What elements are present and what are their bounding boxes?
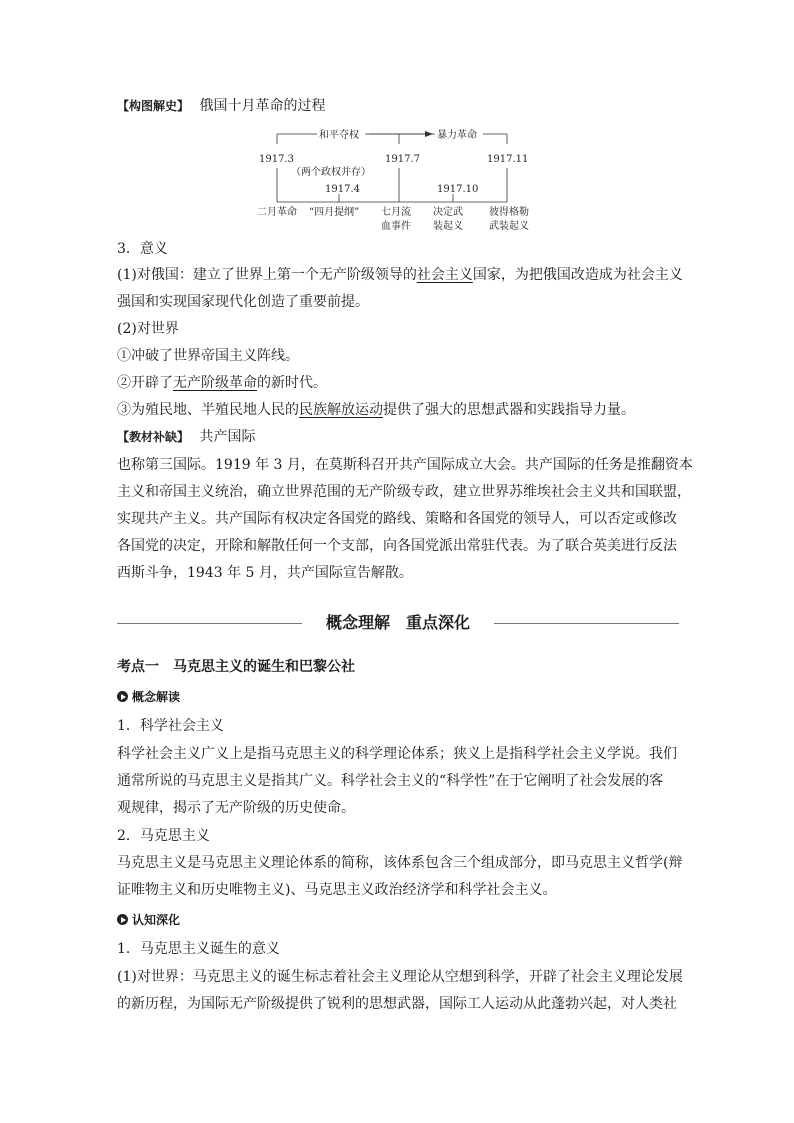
date-1917-3: 1917.3 <box>259 154 294 165</box>
label-dual-power: （两个政权并存） <box>291 167 371 178</box>
diagram-title <box>117 96 325 116</box>
play-icon <box>117 914 128 925</box>
supplement-line: 主义和帝国主义统治，确立世界范围的无产阶级专政，建立世界苏维埃社会主义共和国联盟， <box>117 484 691 500</box>
text-span: 的新时代。 <box>257 375 327 391</box>
label-peaceful: 和平夺权 <box>319 130 359 141</box>
diagram-title-text: 俄国十月革命的过程 <box>199 98 326 114</box>
label-violent: 暴力革命 <box>437 130 477 141</box>
answer-national-liberation: 民族解放运动 <box>299 402 383 418</box>
deepen-heading-1: 1．马克思主义诞生的意义 <box>117 941 280 957</box>
event-petrograd-1: 彼得格勒 <box>489 207 529 218</box>
topic-heading: 考点一 马克思主义的诞生和巴黎公社 <box>117 659 355 675</box>
concept-label-text: 概念解读 <box>132 690 181 704</box>
deepen-label-text: 认知深化 <box>132 913 181 927</box>
section-title-text: 概念理解 重点深化 <box>325 613 470 632</box>
event-decide-1: 决定武 <box>433 207 463 218</box>
deepen-para-1: (1)对世界：马克思主义的诞生标志着社会主义理论从空想到科学，开辟了社会主义理论发展 <box>117 969 683 985</box>
text-span: 国家，为把俄国改造成为社会主义 <box>472 267 683 283</box>
significance-world-2 <box>117 373 327 393</box>
concept-heading-1: 1．科学社会主义 <box>117 718 224 734</box>
significance-heading: 3．意义 <box>117 241 168 257</box>
diagram-tag: 【构图解史】 <box>117 99 190 113</box>
significance-world-3 <box>117 400 635 420</box>
play-icon <box>117 691 128 702</box>
date-1917-10: 1917.10 <box>437 184 479 195</box>
deepen-para-1: 的新历程，为国际无产阶级提供了锐利的思想武器，国际工人运动从此蓬勃兴起，对人类社 <box>117 996 677 1012</box>
deepen-label <box>117 910 180 930</box>
concept-para-1: 通常所说的马克思主义是指其广义。科学社会主义的“科学性”在于它阐明了社会发展的客 <box>117 773 664 789</box>
text-span: (1)对俄国：建立了世界上第一个无产阶级领导的 <box>117 267 417 283</box>
concept-para-1: 观规律，揭示了无产阶级的历史使命。 <box>117 800 355 816</box>
event-decide-2: 装起义 <box>433 221 463 232</box>
significance-russia-line1 <box>117 265 683 285</box>
event-july-1: 七月流 <box>381 207 411 218</box>
concept-para-2: 马克思主义是马克思主义理论体系的简称，该体系包含三个组成部分，即马克思主义哲学(辩 <box>117 855 683 871</box>
event-petrograd-2: 武装起义 <box>489 221 529 232</box>
supplement-line: 各国党的决定，开除和解散任何一个支部，向各国党派出常驻代表。为了联合英美进行反法 <box>117 538 677 554</box>
event-feb-revolution: 二月革命 <box>257 207 297 218</box>
supplement-tag: 【教材补缺】 <box>117 430 190 444</box>
concept-para-2: 证唯物主义和历史唯物主义)、马克思主义政治经济学和科学社会主义。 <box>117 882 557 898</box>
event-july-2: 血事件 <box>381 221 411 232</box>
supplement-line: 实现共产主义。共产国际有权决定各国党的路线、策略和各国党的领导人，可以否定或修改 <box>117 511 677 527</box>
answer-proletarian-revolution: 无产阶级革命 <box>173 375 257 391</box>
revolution-timeline-diagram <box>257 122 547 234</box>
answer-socialism: 社会主义 <box>416 267 473 283</box>
concept-label <box>117 687 180 707</box>
significance-russia-line2: 强国和实现国家现代化创造了重要前提。 <box>117 294 369 310</box>
supplement-title: 共产国际 <box>199 429 256 445</box>
date-1917-4: 1917.4 <box>325 184 360 195</box>
text-span: ②开辟了 <box>117 375 173 391</box>
text-span: 提供了强大的思想武器和实践指导力量。 <box>383 402 635 418</box>
event-april-theses: “四月提纲” <box>309 207 360 218</box>
section-title <box>117 611 679 635</box>
date-1917-11: 1917.11 <box>487 154 529 165</box>
supplement-line: 也称第三国际。1919 年 3 月，在莫斯科召开共产国际成立大会。共产国际的任务是推翻资本 <box>117 457 693 473</box>
significance-world: (2)对世界 <box>117 321 179 337</box>
date-1917-7: 1917.7 <box>385 154 420 165</box>
significance-world-1: ①冲破了世界帝国主义阵线。 <box>117 348 299 364</box>
text-span: ③为殖民地、半殖民地人民的 <box>117 402 299 418</box>
concept-para-1: 科学社会主义广义上是指马克思主义的科学理论体系；狭义上是指科学社会主义学说。我们 <box>117 746 677 762</box>
concept-heading-2: 2．马克思主义 <box>117 828 210 844</box>
supplement-line: 西斯斗争，1943 年 5 月，共产国际宣告解散。 <box>117 565 413 581</box>
supplement-heading <box>117 427 255 447</box>
